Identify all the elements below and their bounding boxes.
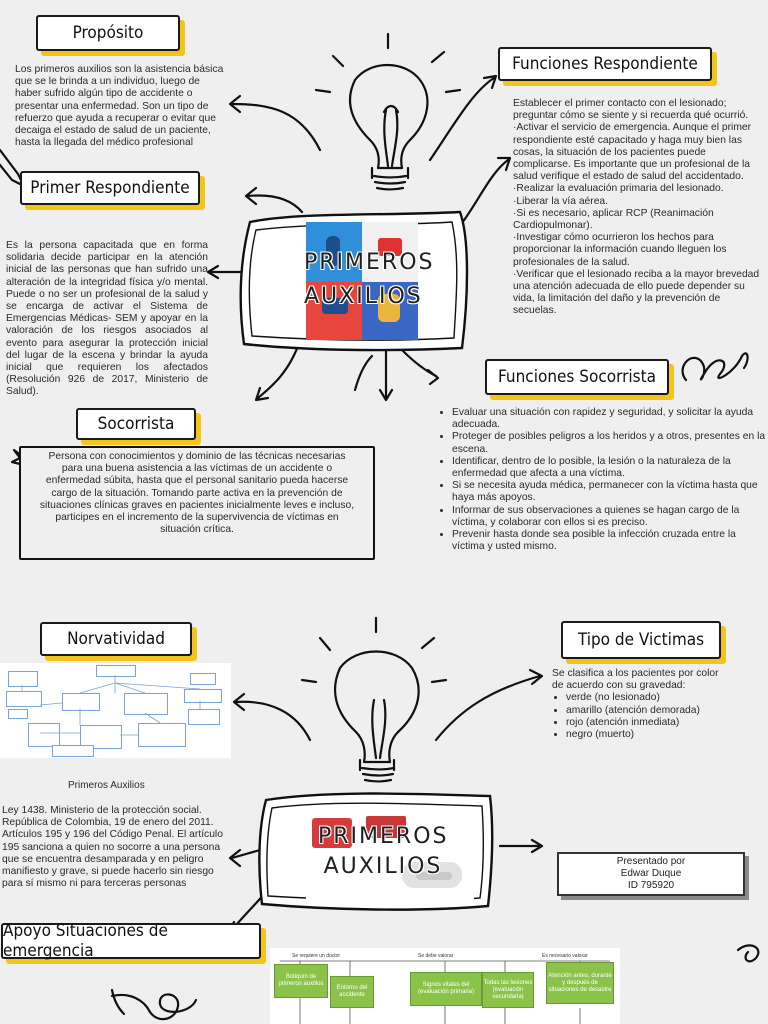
flow-box: Entorno del accidente xyxy=(330,976,374,1008)
proposito-title: Propósito xyxy=(72,23,144,43)
list-item: • Proteger de posibles peligros a los heridos y a otros, presentes en la escena. xyxy=(452,431,766,455)
proposito-text: Los primeros auxilios son la asistencia básica que se le brinda a un individuo, luego de haber sufrido algún tipo de accidente o presentar una enfermedad. Son un tipo de refuerzo que ayuda a recuperar o evitar que decaiga el estado de salud de un paciente, hasta la llegada del médico profesional xyxy=(15,64,224,149)
apoyo-title: Apoyo Situaciones de emergencia xyxy=(3,921,168,961)
list-item: • amarillo (atención demorada) xyxy=(566,705,724,717)
respondiente-line: ·Verificar que el lesionado reciba a la mayor brevedad una atención adecuada de ello puede depender su vida, la limitación del daño y la prevención de secuelas. xyxy=(513,268,760,317)
respondiente-line: ·Si es necesario, aplicar RCP (Reanimación Cardiopulmonar). xyxy=(513,207,714,232)
list-item: • Si se necesita ayuda médica, permanecer con la víctima hasta que haya más apoyos. xyxy=(452,480,766,504)
flow-box: Botiquín de primeros auxilios xyxy=(274,964,328,998)
funciones-socorrista-title: Funciones Socorrista xyxy=(498,367,656,387)
tipo-victimas-intro: Se clasifica a los pacientes por color de acuerdo con su gravedad: xyxy=(552,668,719,692)
normatividad-text: Ley 1438. Ministerio de la protección social. República de Colombia, 19 de enero del 2011. Artículos 195 y 196 del Código Penal. El artículo 195 sanciona a quien no socorre a una persona que se encuentra desamparada y en peligro manifiesto y grave, si puede hacerlo sin riesgo para sí mismo ni para terceras personas xyxy=(2,805,223,890)
list-item: • Evaluar una situación con rapidez y seguridad, y solicitar la ayuda adecuada. xyxy=(452,407,766,431)
center-bottom-title: PRIMEROS AUXILIOS xyxy=(318,824,449,879)
center-top-title: PRIMEROS AUXILIOS xyxy=(304,250,435,309)
list-item: • negro (muerto) xyxy=(566,729,724,741)
socorrista-title: Socorrista xyxy=(97,414,175,434)
normatividad-caption: Primeros Auxilios xyxy=(68,780,145,791)
respondiente-line: ·Activar el servicio de emergencia. Aunque el primer respondiente esté capacitado y haga muy bien las cosas, la situación de los pacientes puede complicarse. Es importante que un profesional de la salud verifique el estado de salud del accidentado. xyxy=(513,122,752,183)
socorrista-text: Persona con conocimientos y dominio de las técnicas necesarias para una buena asistencia a las víctimas de un accidente o enfermedad súbita, hasta que el personal sanitario pueda hacerse cargo de la situación. Tomando parte activa en la prevención de situaciones clínicas graves en pacientes inicialmente leves e incluso, participes en el incremento de la supervivencia de víctimas en situación crítica. xyxy=(39,451,355,536)
apoyo-title-box xyxy=(1,923,261,959)
tipo-victimas-title: Tipo de Victimas xyxy=(577,630,705,650)
flow-header: Es necesario valorar xyxy=(542,953,588,959)
list-item: • Prevenir hasta donde sea posible la infección cruzada entre la víctima y usted mismo. xyxy=(452,529,766,553)
list-item: • rojo (atención inmediata) xyxy=(566,717,724,729)
flow-box: Signos vitales del (evaluación primaria) xyxy=(410,972,482,1006)
primer-respondiente-text: Es la persona capacitada que en forma solidaria decide participar en la atención inicial de las personas que han sufrido una alteración de la integridad física y/o mental. Puede o no ser un profesional de la salud y se encarga de activar el Sistema de Emergencias Médicas- SEM y apoyar en la valoración de los riesgos asociados al evento para asegurar la protección inicial del lugar de la escena y brindar la ayuda inicial que requieren los afectados (Resolución 926 de 2017, Ministerio de Salud). xyxy=(6,240,208,398)
respondiente-line: Establecer el primer contacto con el lesionado; preguntar cómo se siente y si recuerda qué ocurrió. xyxy=(513,98,749,122)
flow-box: Atención antes, durante y después de situaciones de desastre xyxy=(546,962,614,1004)
respondiente-line: ·Liberar la vía aérea. xyxy=(513,195,609,207)
presentado-author: Edwar Duque xyxy=(620,868,682,879)
flow-header: Se requiere un doctor xyxy=(292,953,341,959)
presentado-id: ID 795920 xyxy=(627,880,675,891)
list-item: • verde (no lesionado) xyxy=(566,692,724,704)
flow-box: Todas las lesiones (evaluación secundaria) xyxy=(482,972,534,1008)
respondiente-line: ·Realizar la evaluación primaria del lesionado. xyxy=(513,183,724,195)
presentado-label: Presentado por xyxy=(616,856,686,867)
respondiente-line: ·Investigar cómo ocurrieron los hechos para proporcionar la información cuando lleguen los profesionales de la salud. xyxy=(513,232,727,268)
presentado-box xyxy=(557,852,745,896)
funciones-respondiente-title: Funciones Respondiente xyxy=(512,54,698,74)
normatividad-title: Norvatividad xyxy=(67,629,165,649)
apoyo-flowchart xyxy=(270,948,620,1024)
primer-respondiente-title: Primer Respondiente xyxy=(30,178,190,198)
flow-header: Se debe valorar xyxy=(418,953,454,959)
list-item: • Identificar, dentro de lo posible, la lesión o la naturaleza de la enfermedad que afecta a una víctima. xyxy=(452,456,766,480)
list-item: • Informar de sus observaciones a quienes se hagan cargo de la víctima, y colaborar con ellos si es preciso. xyxy=(452,505,766,529)
